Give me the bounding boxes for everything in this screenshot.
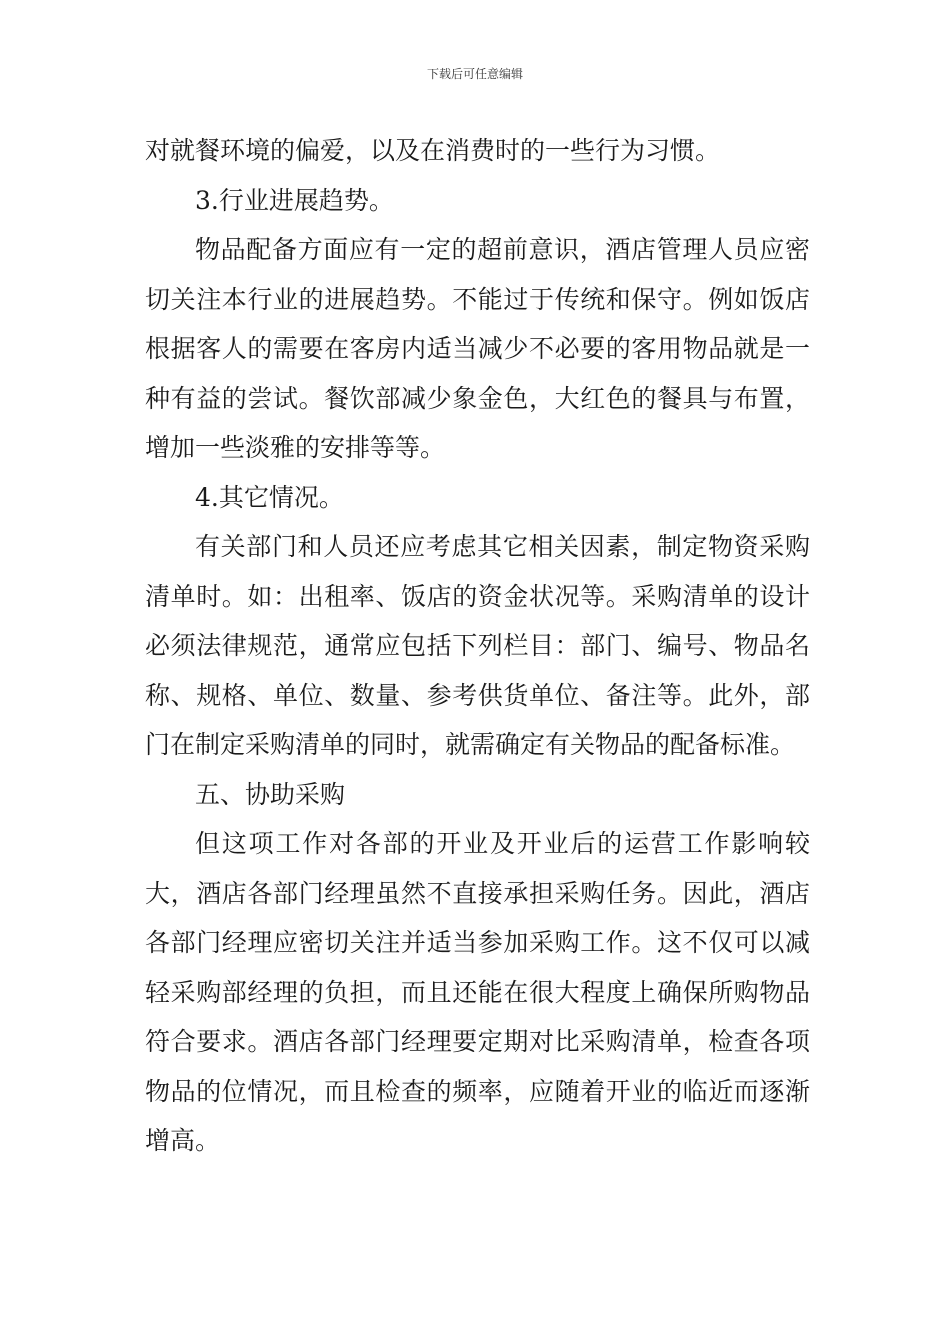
section-heading-3: 3.行业进展趋势。 xyxy=(195,185,394,215)
paragraph-industry-trend: 物品配备方面应有一定的超前意识，酒店管理人员应密切关注本行业的进展趋势。不能过于传统和保守。例如饭店根据客人的需要在客房内适当减少不必要的客用物品就是一种有益的尝试。餐饮部减少象金色，大红色的餐具与布置，增加一些淡雅的安排等等。 xyxy=(145,235,810,462)
section-heading-4: 4.其它情况。 xyxy=(195,482,344,512)
paragraph-other-factors: 有关部门和人员还应考虑其它相关因素，制定物资采购清单时。如：出租率、饭店的资金状况等。采购清单的设计必须法律规范，通常应包括下列栏目：部门、编号、物品名称、规格、单位、数量、参考供货单位、备注等。此外，部门在制定采购清单的同时，就需确定有关物品的配备标准。 xyxy=(145,532,810,759)
page-header: 下载后可任意编辑 xyxy=(426,67,523,81)
paragraph-continuation: 对就餐环境的偏爱，以及在消费时的一些行为习惯。 xyxy=(145,136,721,165)
paragraph-assist-purchasing: 但这项工作对各部的开业及开业后的运营工作影响较大，酒店各部门经理虽然不直接承担采购任务。因此，酒店各部门经理应密切关注并适当参加采购工作。这不仅可以减轻采购部经理的负担，而且还能在很大程度上确保所购物品符合要求。酒店各部门经理要定期对比采购清单，检查各项物品的位情况，而且检查的频率，应随着开业的临近而逐渐增高。 xyxy=(145,829,810,1155)
document-body xyxy=(145,126,810,1166)
section-heading-5: 五、协助采购 xyxy=(195,779,346,809)
